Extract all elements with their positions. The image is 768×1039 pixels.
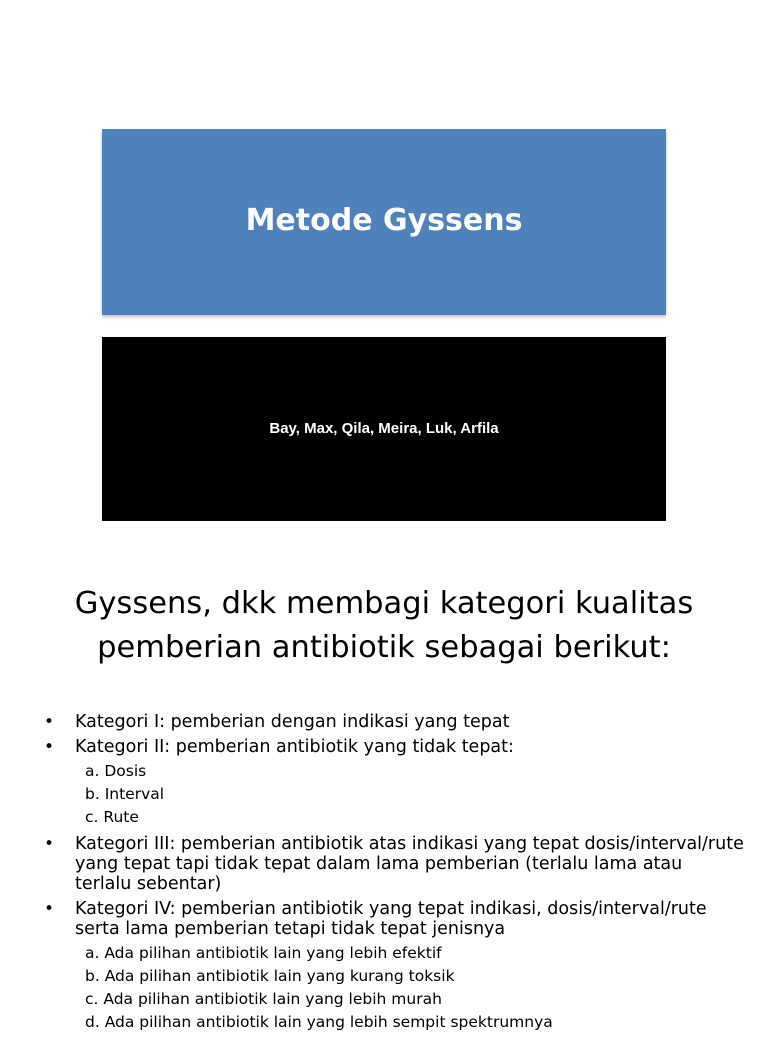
category-list (44, 712, 744, 1039)
category-item-1 (44, 712, 744, 732)
sub-item: a. Dosis (85, 762, 147, 780)
heading-line-1: Gyssens, dkk membagi kategori kualitas (74, 586, 694, 621)
category-text: Kategori IV: pemberian antibiotik yang tepat indikasi, dosis/interval/rute serta lama pemberian tetapi tidak tepat jenisnya (75, 899, 707, 939)
bullet: • (44, 737, 55, 757)
category-text: Kategori III: pemberian antibiotik atas indikasi yang tepat dosis/interval/rute yang tepat tapi tidak tepat dalam lama pemberian (terlalu lama atau terlalu sebentar) (75, 834, 744, 894)
sub-list (75, 760, 744, 829)
bullet: • (44, 899, 55, 919)
slide-title: Metode Gyssens (245, 202, 523, 238)
category-text: Kategori I: pemberian dengan indikasi yang tepat (75, 712, 510, 732)
slide-title-box (102, 129, 666, 315)
sub-item: c. Rute (85, 808, 139, 826)
sub-item: b. Ada pilihan antibiotik lain yang kurang toksik (85, 967, 455, 985)
category-text: Kategori II: pemberian antibiotik yang tidak tepat: (75, 737, 514, 757)
heading-line-2: pemberian antibiotik sebagai berikut: (97, 630, 671, 665)
authors-box (102, 337, 666, 521)
bullet: • (44, 834, 55, 854)
sub-item: c. Ada pilihan antibiotik lain yang lebih murah (85, 990, 442, 1008)
category-item-3 (44, 834, 744, 894)
category-item-4 (44, 899, 744, 1034)
authors-text: Bay, Max, Qila, Meira, Luk, Arfila (269, 419, 499, 437)
sub-item: d. Ada pilihan antibiotik lain yang lebih sempit spektrumnya (85, 1013, 553, 1031)
sub-item: a. Ada pilihan antibiotik lain yang lebih efektif (85, 944, 442, 962)
category-item-2 (44, 737, 744, 829)
slide2-heading (0, 582, 768, 670)
sub-item: b. Interval (85, 785, 165, 803)
bullet: • (44, 712, 55, 732)
sub-list (75, 942, 744, 1034)
